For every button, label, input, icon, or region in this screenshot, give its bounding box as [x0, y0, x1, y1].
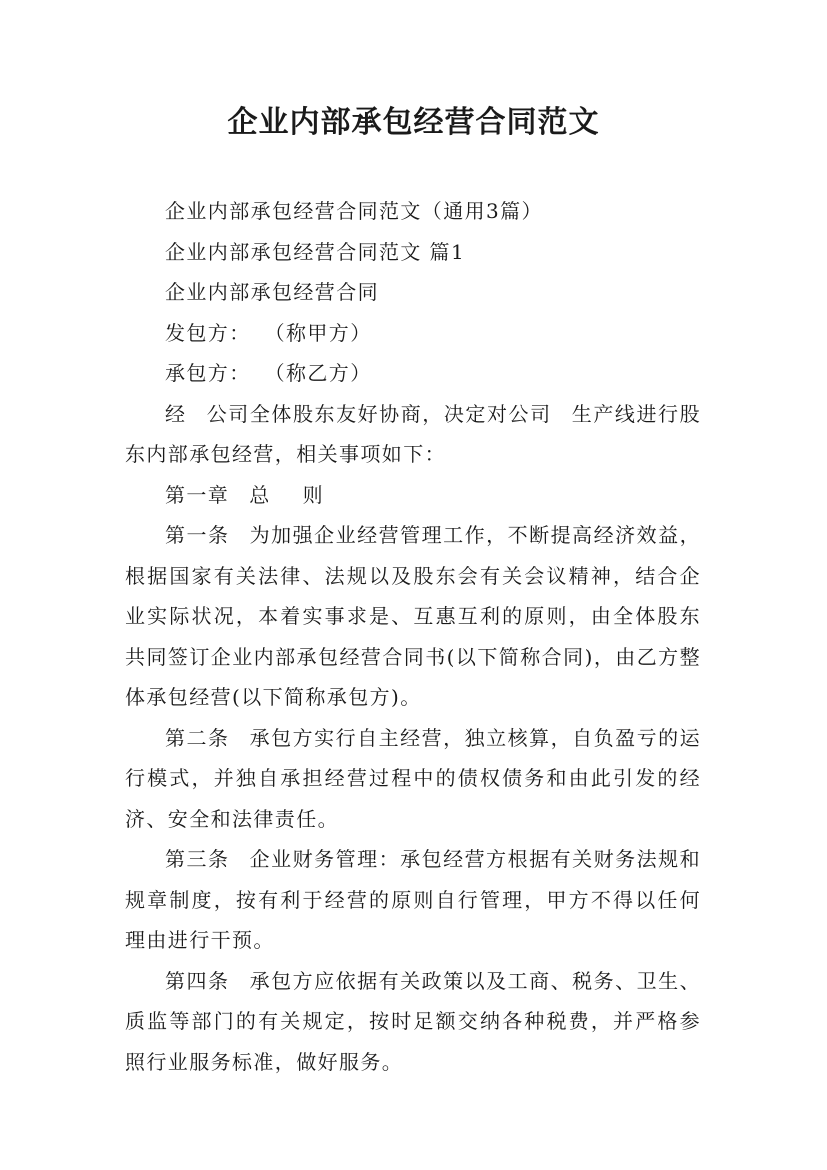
article-3-label: 第三条	[165, 847, 230, 871]
party-b-label: 承包方：	[165, 361, 251, 385]
article-2-label: 第二条	[165, 725, 230, 750]
party-b-note: （称乙方）	[264, 361, 372, 385]
document-title: 企业内部承包经营合同范文	[227, 105, 600, 140]
party-a-note: （称甲方）	[264, 320, 372, 345]
party-b-line	[125, 353, 701, 394]
article-2	[125, 718, 701, 840]
article-1-label: 第一条	[165, 523, 230, 547]
preamble-paragraph	[125, 394, 701, 475]
preamble-part-3: 生产线进行股东内部承包经营，相关事项如下：	[125, 401, 701, 466]
contract-name: 企业内部承包经营合同	[165, 280, 379, 304]
chapter-title-word-2: 则	[302, 482, 325, 507]
article-4-text: 承包方应依据有关政策以及工商、税务、卫生、质监等部门的有关规定，按时足额交纳各种税费，并严格参照行业服务标准，做好服务。	[125, 968, 701, 1074]
article-3-text: 企业财务管理：承包经营方根据有关财务法规和规章制度，按有利于经营的原则自行管理，甲方不得以任何理由进行干预。	[125, 847, 701, 952]
party-a-label: 发包方：	[165, 320, 251, 345]
chapter-heading	[125, 475, 701, 516]
article-4-label: 第四条	[165, 968, 230, 993]
article-3	[125, 839, 701, 961]
article-1	[125, 515, 701, 718]
article-4	[125, 961, 701, 1083]
chapter-number: 第一章	[165, 482, 230, 507]
chapter-title-word-1: 总	[249, 482, 271, 507]
party-a-line	[125, 313, 701, 354]
preamble-part-1: 经	[165, 401, 187, 426]
intro-line: 企业内部承包经营合同范文（通用3篇）	[165, 199, 543, 223]
article-2-text: 承包方实行自主经营，独立核算，自负盈亏的运行模式，并独自承担经营过程中的债权债务和由此引发的经济、安全和法律责任。	[125, 725, 701, 831]
document-body	[125, 191, 701, 1082]
preamble-part-2: 公司全体股东友好协商，决定对公司	[206, 401, 552, 426]
article-1-text: 为加强企业经营管理工作，不断提高经济效益，根据国家有关法律、法规以及股东会有关会议精神，结合企业实际状况，本着实事求是、互惠互利的原则，由全体股东共同签订企业内部承包经营合同书(以下简称合同)，由乙方整体承包经营(以下简称承包方)。	[125, 523, 701, 709]
section-heading: 企业内部承包经营合同范文 篇1	[165, 239, 466, 264]
